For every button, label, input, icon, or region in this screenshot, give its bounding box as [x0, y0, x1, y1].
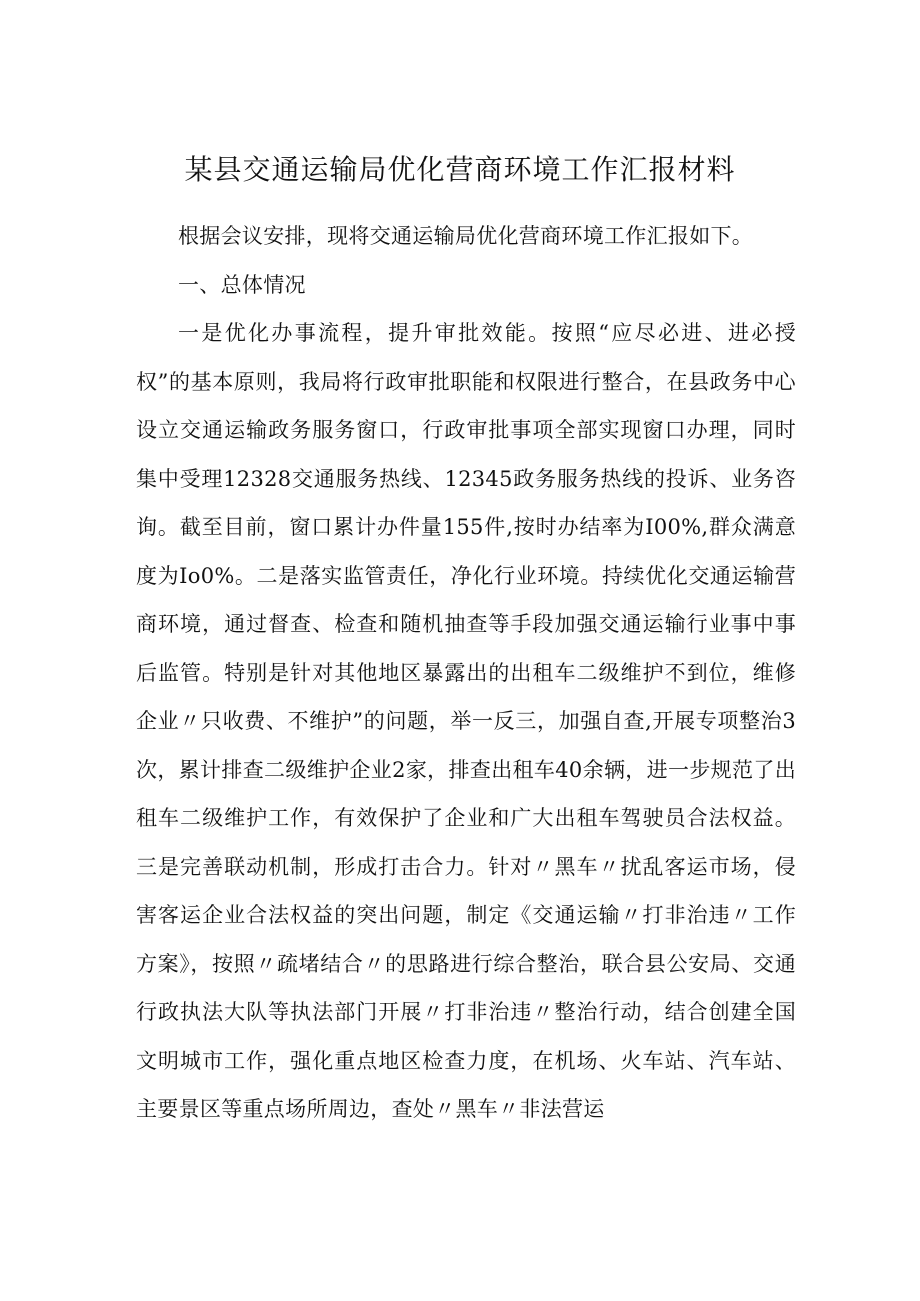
document-body [136, 212, 796, 1134]
body-paragraph: 一是优化办事流程，提升审批效能。按照“应尽必进、进必授权”的基本原则，我局将行政审批职能和权限进行整合，在县政务中心设立交通运输政务服务窗口，行政审批事项全部实现窗口办理，同时集中受理12328交通服务热线、12345政务服务热线的投诉、业务咨询。截至目前，窗口累计办件量155件,按时办结率为I00%,群众满意度为Io0%。二是落实监管责任，净化行业环境。持续优化交通运输营商环境，通过督查、检查和随机抽查等手段加强交通运输行业事中事后监管。特别是针对其他地区暴露出的出租车二级维护不到位，维修企业〃只收费、不维护”的问题，举一反三，加强自查,开展专项整治3次，累计排查二级维护企业2家，排查出租车40余辆，进一步规范了出租车二级维护工作，有效保护了企业和广大出租车驾驶员合法权益。三是完善联动机制，形成打击合力。针对〃黑车〃扰乱客运市场，侵害客运企业合法权益的突出问题，制定《交通运输〃打非治违〃工作方案》，按照〃疏堵结合〃的思路进行综合整治，联合县公安局、交通行政执法大队等执法部门开展〃打非治违〃整治行动，结合创建全国文明城市工作，强化重点地区检查力度，在机场、火车站、汽车站、主要景区等重点场所周边，查处〃黑车〃非法营运 [136, 321, 796, 1121]
intro-paragraph: 根据会议安排，现将交通运输局优化营商环境工作汇报如下。 [178, 224, 754, 248]
document-title: 某县交通运输局优化营商环境工作汇报材料 [184, 153, 736, 186]
section-heading: 一、总体情况 [178, 272, 306, 297]
